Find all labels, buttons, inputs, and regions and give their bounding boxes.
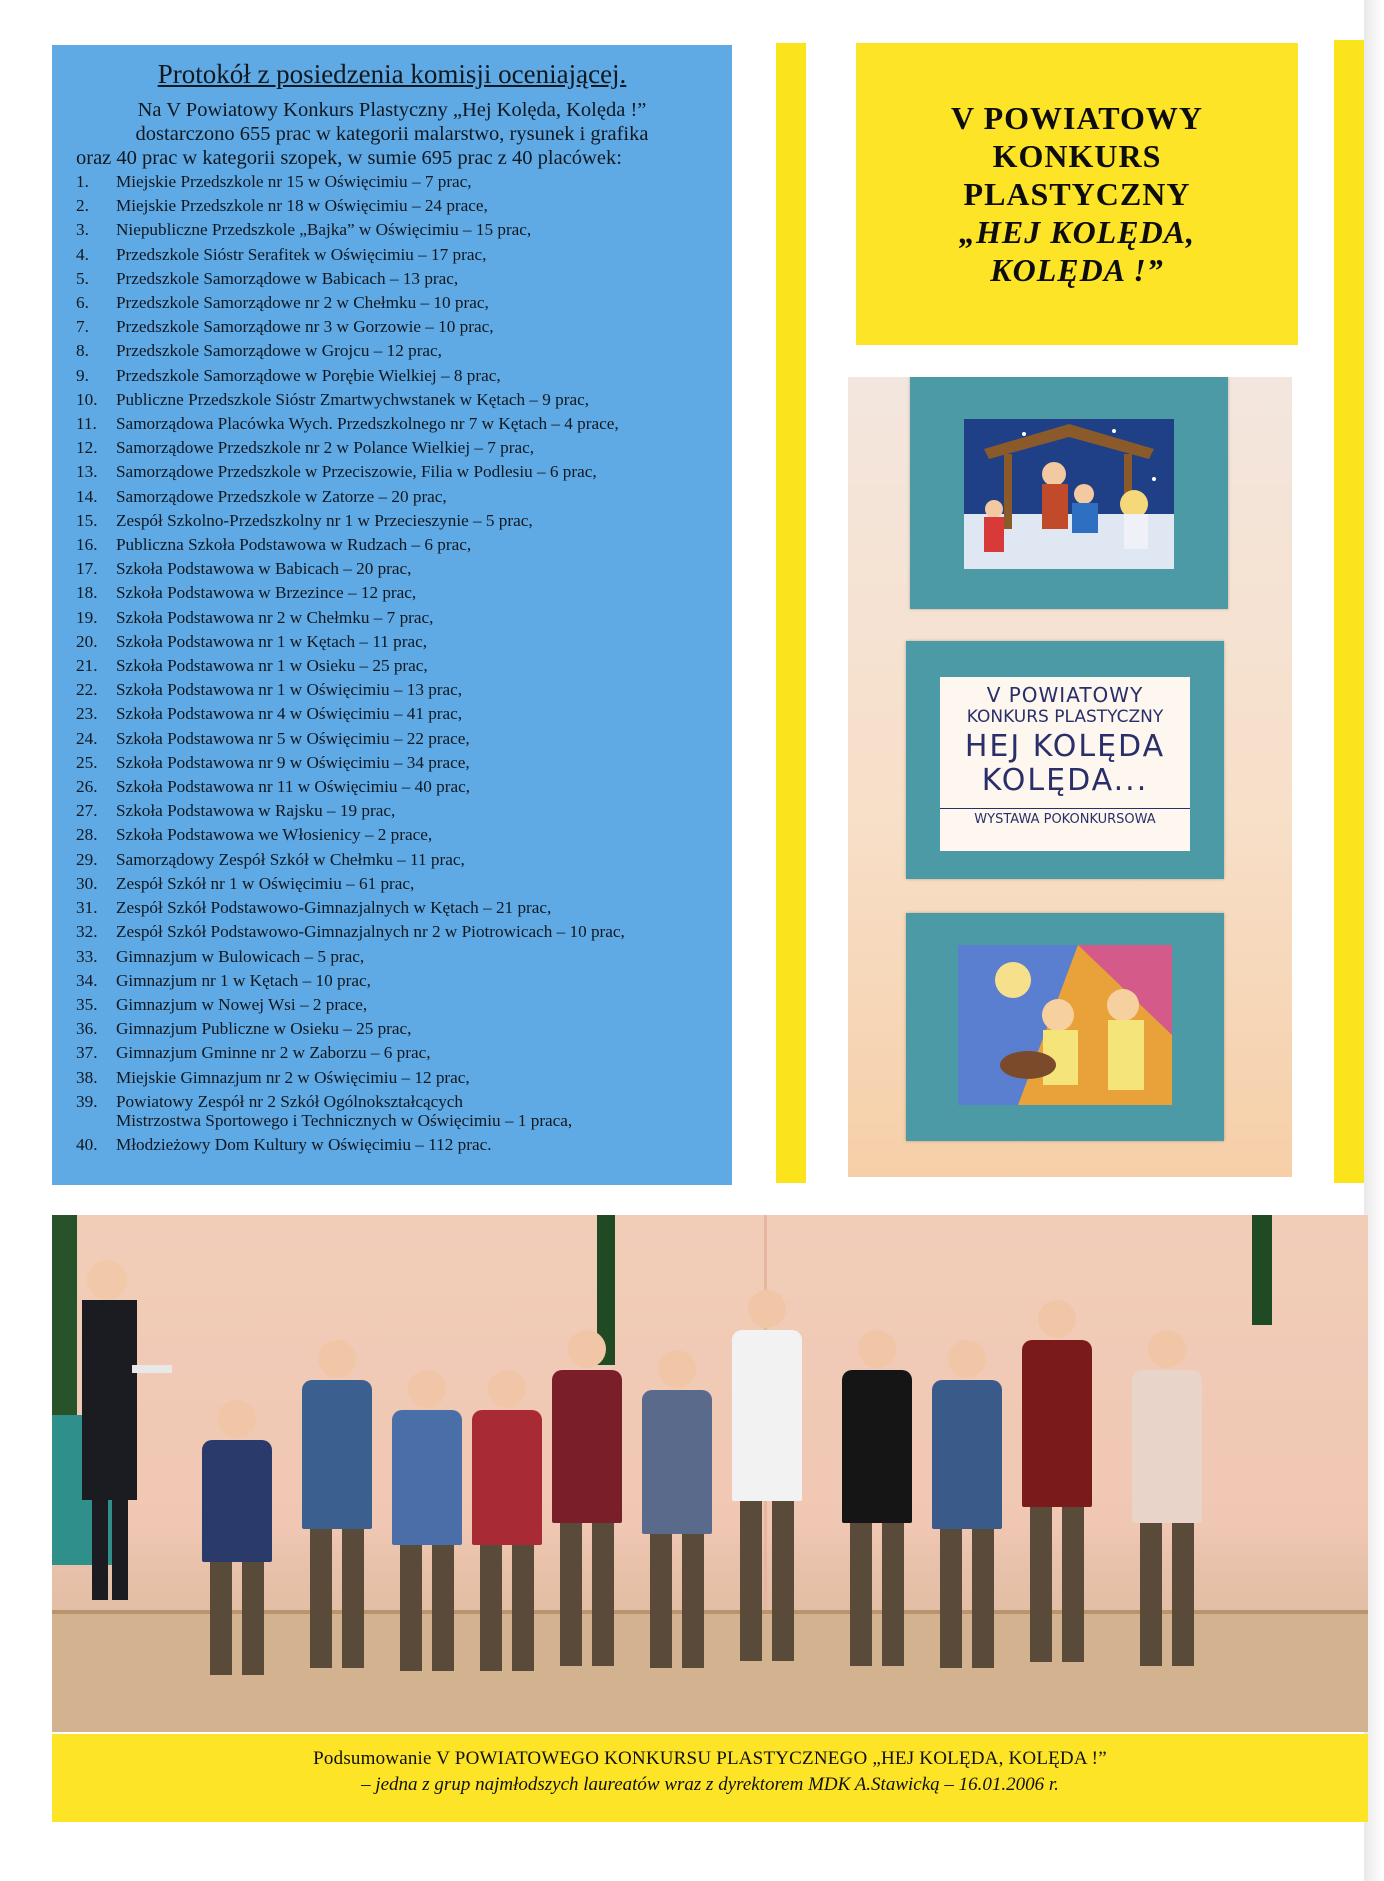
list-item-number: 20. bbox=[76, 631, 98, 651]
caption-line-2: – jedna z grup najmłodszych laureatów wraz z dyrektorem MDK A.Stawicką – 16.01.2006 r. bbox=[361, 1774, 1059, 1795]
protocol-title: Protokół z posiedzenia komisji oceniającej. bbox=[157, 59, 627, 89]
list-item-number: 11. bbox=[76, 414, 97, 434]
list-item bbox=[76, 509, 708, 533]
list-item-text bbox=[116, 1017, 708, 1041]
list-item-number: 10. bbox=[76, 389, 98, 409]
list-item-number: 16. bbox=[76, 535, 98, 555]
list-item-number: 39. bbox=[76, 1091, 98, 1111]
list-item-text bbox=[116, 1092, 708, 1131]
list-item-number: 28. bbox=[76, 825, 98, 845]
child-figure bbox=[392, 1370, 462, 1670]
child-figure bbox=[842, 1330, 912, 1670]
list-item bbox=[76, 412, 708, 436]
title-line-1: V POWIATOWY bbox=[951, 100, 1203, 136]
list-item-text-line: Szkoła Podstawowa nr 9 w Oświęcimiu – 34 prace, bbox=[116, 752, 470, 772]
list-item bbox=[76, 848, 708, 872]
group-photo bbox=[52, 1215, 1368, 1732]
list-item-number: 18. bbox=[76, 583, 98, 603]
exhibition-sign bbox=[940, 677, 1190, 851]
list-item-text-line: Zespół Szkolno-Przedszkolny nr 1 w Przecieszynie – 5 prac, bbox=[116, 510, 533, 530]
list-item-number: 2. bbox=[76, 196, 89, 216]
list-item bbox=[76, 654, 708, 678]
child-figure bbox=[472, 1370, 542, 1670]
list-item-number: 8. bbox=[76, 341, 89, 361]
yellow-stripe-left bbox=[776, 43, 806, 1183]
list-item-number: 13. bbox=[76, 462, 98, 482]
list-item bbox=[76, 194, 708, 218]
list-item bbox=[76, 218, 708, 242]
child-figure bbox=[302, 1340, 372, 1670]
title-line-3: PLASTYCZNY bbox=[963, 176, 1191, 212]
list-item-text bbox=[116, 339, 708, 363]
list-item-text bbox=[116, 872, 708, 896]
list-item-text bbox=[116, 702, 708, 726]
list-item-number: 32. bbox=[76, 922, 98, 942]
list-item bbox=[76, 606, 708, 630]
list-item-number: 21. bbox=[76, 656, 98, 676]
list-item-text bbox=[116, 969, 708, 993]
list-item-number: 36. bbox=[76, 1019, 98, 1039]
protocol-panel bbox=[52, 45, 732, 1185]
list-item bbox=[76, 1017, 708, 1041]
list-item-text bbox=[116, 436, 708, 460]
list-item-text-line: Samorządowe Przedszkole nr 2 w Polance Wielkiej – 7 prac, bbox=[116, 438, 535, 458]
list-item bbox=[76, 1090, 708, 1133]
list-item-text bbox=[116, 606, 708, 630]
list-item-text-line: Przedszkole Samorządowe w Grojcu – 12 prac, bbox=[116, 341, 442, 361]
list-item-text-line: Samorządowe Przedszkole w Przeciszowie, Filia w Podlesiu – 6 prac, bbox=[116, 462, 597, 482]
list-item bbox=[76, 945, 708, 969]
intro-line-3: oraz 40 prac w kategorii szopek, w sumie 695 prac z 40 placówek: bbox=[76, 147, 622, 169]
list-item-text-line: Mistrzostwa Sportowego i Technicznych w Oświęcimiu – 1 praca, bbox=[116, 1111, 573, 1131]
list-item-text bbox=[116, 267, 708, 291]
list-item bbox=[76, 339, 708, 363]
list-item bbox=[76, 993, 708, 1017]
list-item bbox=[76, 799, 708, 823]
list-item bbox=[76, 533, 708, 557]
list-item-text-line: Szkoła Podstawowa nr 11 w Oświęcimiu – 40 prac, bbox=[116, 777, 471, 797]
list-item-text-line: Młodzieżowy Dom Kultury w Oświęcimiu – 112 prac. bbox=[116, 1134, 492, 1154]
yellow-stripe-right bbox=[1334, 40, 1364, 1183]
list-item-text bbox=[116, 751, 708, 775]
list-item-text-line: Gimnazjum nr 1 w Kętach – 10 prac, bbox=[116, 970, 371, 990]
list-item-number: 17. bbox=[76, 559, 98, 579]
list-item-text-line: Szkoła Podstawowa w Brzezince – 12 prac, bbox=[116, 583, 417, 603]
list-item-text bbox=[116, 581, 708, 605]
list-item-number: 37. bbox=[76, 1043, 98, 1063]
angels-painting bbox=[958, 945, 1172, 1105]
title-line-2: KONKURS bbox=[992, 138, 1162, 174]
institution-list bbox=[76, 170, 708, 1157]
list-item bbox=[76, 702, 708, 726]
list-item-text bbox=[116, 533, 708, 557]
list-item bbox=[76, 485, 708, 509]
list-item bbox=[76, 460, 708, 484]
list-item-text bbox=[116, 775, 708, 799]
list-item-number: 24. bbox=[76, 728, 98, 748]
list-item-number: 5. bbox=[76, 268, 89, 288]
list-item bbox=[76, 751, 708, 775]
list-item-number: 3. bbox=[76, 220, 89, 240]
photo-caption bbox=[52, 1734, 1368, 1822]
list-item-text-line: Niepubliczne Przedszkole „Bajka” w Oświęcimiu – 15 prac, bbox=[116, 220, 532, 240]
list-item-text bbox=[116, 557, 708, 581]
list-item bbox=[76, 727, 708, 751]
intro-line-2: dostarczono 655 prac w kategorii malarstwo, rysunek i grafika bbox=[135, 123, 649, 145]
child-figure bbox=[1022, 1300, 1092, 1670]
list-item-text bbox=[116, 630, 708, 654]
list-item bbox=[76, 1066, 708, 1090]
list-item-text bbox=[116, 848, 708, 872]
list-item-text-line: Miejskie Gimnazjum nr 2 w Oświęcimiu – 12 prac, bbox=[116, 1067, 470, 1087]
child-figure bbox=[552, 1330, 622, 1670]
list-item-text-line: Zespół Szkół Podstawowo-Gimnazjalnych w Kętach – 21 prac, bbox=[116, 898, 552, 918]
list-item bbox=[76, 823, 708, 847]
list-item bbox=[76, 896, 708, 920]
list-item-text bbox=[116, 993, 708, 1017]
list-item-text bbox=[116, 1066, 708, 1090]
list-item-text-line: Przedszkole Samorządowe nr 2 w Chełmku – 10 prac, bbox=[116, 293, 489, 313]
list-item-number: 26. bbox=[76, 777, 98, 797]
list-item bbox=[76, 775, 708, 799]
list-item-number: 31. bbox=[76, 898, 98, 918]
list-item-text-line: Szkoła Podstawowa w Babicach – 20 prac, bbox=[116, 559, 412, 579]
list-item bbox=[76, 315, 708, 339]
caption-line-1: Podsumowanie V POWIATOWEGO KONKURSU PLASTYCZNEGO „HEJ KOLĘDA, KOLĘDA !” bbox=[313, 1748, 1107, 1769]
list-item-text-line: Miejskie Przedszkole nr 15 w Oświęcimiu – 7 prac, bbox=[116, 172, 472, 191]
list-item-number: 9. bbox=[76, 365, 89, 385]
list-item-text bbox=[116, 509, 708, 533]
title-line-5: KOLĘDA !” bbox=[990, 252, 1164, 288]
list-item-text bbox=[116, 485, 708, 509]
list-item-text bbox=[116, 920, 708, 944]
list-item-text bbox=[116, 1133, 708, 1157]
list-item-number: 33. bbox=[76, 946, 98, 966]
list-item-text bbox=[116, 218, 708, 242]
list-item-text bbox=[116, 1041, 708, 1065]
sign-line-5: WYSTAWA POKONKURSOWA bbox=[940, 808, 1190, 826]
list-item-text bbox=[116, 945, 708, 969]
list-item-text-line: Samorządowa Placówka Wych. Przedszkolnego nr 7 w Kętach – 4 prace, bbox=[116, 414, 619, 434]
nativity-painting bbox=[964, 419, 1174, 569]
list-item-number: 23. bbox=[76, 704, 98, 724]
list-item bbox=[76, 581, 708, 605]
list-item bbox=[76, 267, 708, 291]
list-item-number: 1. bbox=[76, 172, 89, 191]
intro-line-1: Na V Powiatowy Konkurs Plastyczny „Hej Kolęda, Kolęda !” bbox=[137, 99, 647, 121]
list-item-number: 14. bbox=[76, 486, 98, 506]
sign-line-1: V POWIATOWY bbox=[986, 683, 1144, 707]
list-item-text bbox=[116, 460, 708, 484]
list-item-text-line: Samorządowe Przedszkole w Zatorze – 20 prac, bbox=[116, 486, 447, 506]
list-item bbox=[76, 557, 708, 581]
list-item-text-line: Gimnazjum Publiczne w Osieku – 25 prac, bbox=[116, 1019, 412, 1039]
list-item bbox=[76, 388, 708, 412]
list-item-text-line: Miejskie Przedszkole nr 18 w Oświęcimiu – 24 prace, bbox=[116, 196, 488, 216]
list-item bbox=[76, 1133, 708, 1157]
list-item-text-line: Szkoła Podstawowa we Włosienicy – 2 prace, bbox=[116, 825, 433, 845]
list-item bbox=[76, 364, 708, 388]
list-item-text-line: Powiatowy Zespół nr 2 Szkół Ogólnokształcących bbox=[116, 1091, 464, 1111]
list-item-text bbox=[116, 291, 708, 315]
list-item-number: 19. bbox=[76, 607, 98, 627]
child-figure bbox=[732, 1290, 802, 1670]
title-line-4: „HEJ KOLĘDA, bbox=[958, 214, 1196, 250]
list-item-text-line: Przedszkole Samorządowe nr 3 w Gorzowie – 10 prac, bbox=[116, 317, 494, 337]
list-item-text bbox=[116, 654, 708, 678]
list-item-number: 35. bbox=[76, 994, 98, 1014]
display-board-1 bbox=[910, 377, 1228, 609]
list-item-number: 40. bbox=[76, 1134, 98, 1154]
list-item-text bbox=[116, 170, 708, 194]
list-item bbox=[76, 1041, 708, 1065]
list-item-number: 27. bbox=[76, 801, 98, 821]
list-item-text-line: Szkoła Podstawowa nr 5 w Oświęcimiu – 22 prace, bbox=[116, 728, 470, 748]
list-item-text-line: Gimnazjum w Nowej Wsi – 2 prace, bbox=[116, 994, 368, 1014]
sign-line-4: KOLĘDA... bbox=[981, 763, 1149, 798]
list-item-text bbox=[116, 315, 708, 339]
list-item-text bbox=[116, 823, 708, 847]
child-figure bbox=[1132, 1330, 1202, 1670]
child-figure bbox=[642, 1350, 712, 1670]
list-item bbox=[76, 678, 708, 702]
list-item bbox=[76, 630, 708, 654]
list-item-number: 15. bbox=[76, 510, 98, 530]
list-item-text bbox=[116, 194, 708, 218]
list-item-text-line: Szkoła Podstawowa nr 1 w Osieku – 25 prac, bbox=[116, 656, 428, 676]
protocol-intro bbox=[76, 98, 708, 170]
list-item-text-line: Szkoła Podstawowa w Rajsku – 19 prac, bbox=[116, 801, 396, 821]
list-item-number: 38. bbox=[76, 1067, 98, 1087]
list-item bbox=[76, 436, 708, 460]
list-item-text bbox=[116, 412, 708, 436]
list-item-text-line: Przedszkole Samorządowe w Porębie Wielkiej – 8 prac, bbox=[116, 365, 501, 385]
list-item bbox=[76, 170, 708, 194]
list-item-text-line: Szkoła Podstawowa nr 1 w Oświęcimiu – 13 prac, bbox=[116, 680, 463, 700]
list-item-text bbox=[116, 388, 708, 412]
list-item-text bbox=[116, 243, 708, 267]
list-item-number: 30. bbox=[76, 873, 98, 893]
list-item-number: 7. bbox=[76, 317, 89, 337]
list-item-number: 6. bbox=[76, 293, 89, 313]
list-item-text-line: Przedszkole Samorządowe w Babicach – 13 prac, bbox=[116, 268, 459, 288]
list-item bbox=[76, 872, 708, 896]
list-item-number: 25. bbox=[76, 752, 98, 772]
list-item-text-line: Samorządowy Zespół Szkół w Chełmku – 11 prac, bbox=[116, 849, 465, 869]
list-item-number: 12. bbox=[76, 438, 98, 458]
sign-line-2: KONKURS PLASTYCZNY bbox=[966, 707, 1164, 727]
list-item-text-line: Przedszkole Sióstr Serafitek w Oświęcimiu – 17 prac, bbox=[116, 244, 487, 264]
exhibition-photo bbox=[848, 377, 1292, 1177]
list-item bbox=[76, 969, 708, 993]
list-item-text-line: Szkoła Podstawowa nr 1 w Kętach – 11 prac, bbox=[116, 631, 428, 651]
list-item-text-line: Publiczne Przedszkole Sióstr Zmartwychwstanek w Kętach – 9 prac, bbox=[116, 389, 589, 409]
list-item-text-line: Gimnazjum Gminne nr 2 w Zaborzu – 6 prac, bbox=[116, 1043, 431, 1063]
child-figure bbox=[202, 1400, 272, 1670]
list-item-text bbox=[116, 727, 708, 751]
list-item-text-line: Szkoła Podstawowa nr 4 w Oświęcimiu – 41 prac, bbox=[116, 704, 463, 724]
list-item-text-line: Szkoła Podstawowa nr 2 w Chełmku – 7 prac, bbox=[116, 607, 434, 627]
list-item-text bbox=[116, 678, 708, 702]
display-board-3 bbox=[906, 913, 1224, 1141]
list-item-number: 4. bbox=[76, 244, 89, 264]
list-item-text bbox=[116, 364, 708, 388]
list-item-number: 34. bbox=[76, 970, 98, 990]
list-item-text-line: Publiczna Szkoła Podstawowa w Rudzach – 6 prac, bbox=[116, 535, 472, 555]
contest-title-box bbox=[856, 43, 1298, 345]
child-figure bbox=[932, 1340, 1002, 1670]
list-item bbox=[76, 291, 708, 315]
list-item-text bbox=[116, 799, 708, 823]
list-item-text-line: Gimnazjum w Bulowicach – 5 prac, bbox=[116, 946, 365, 966]
sign-line-3: HEJ KOLĘDA bbox=[964, 729, 1166, 764]
list-item-number: 22. bbox=[76, 680, 98, 700]
display-board-2 bbox=[906, 641, 1224, 879]
list-item-text-line: Zespół Szkół nr 1 w Oświęcimiu – 61 prac, bbox=[116, 873, 415, 893]
list-item bbox=[76, 920, 708, 944]
list-item-text bbox=[116, 896, 708, 920]
list-item-text-line: Zespół Szkół Podstawowo-Gimnazjalnych nr 2 w Piotrowicach – 10 prac, bbox=[116, 922, 625, 942]
list-item bbox=[76, 243, 708, 267]
list-item-number: 29. bbox=[76, 849, 98, 869]
